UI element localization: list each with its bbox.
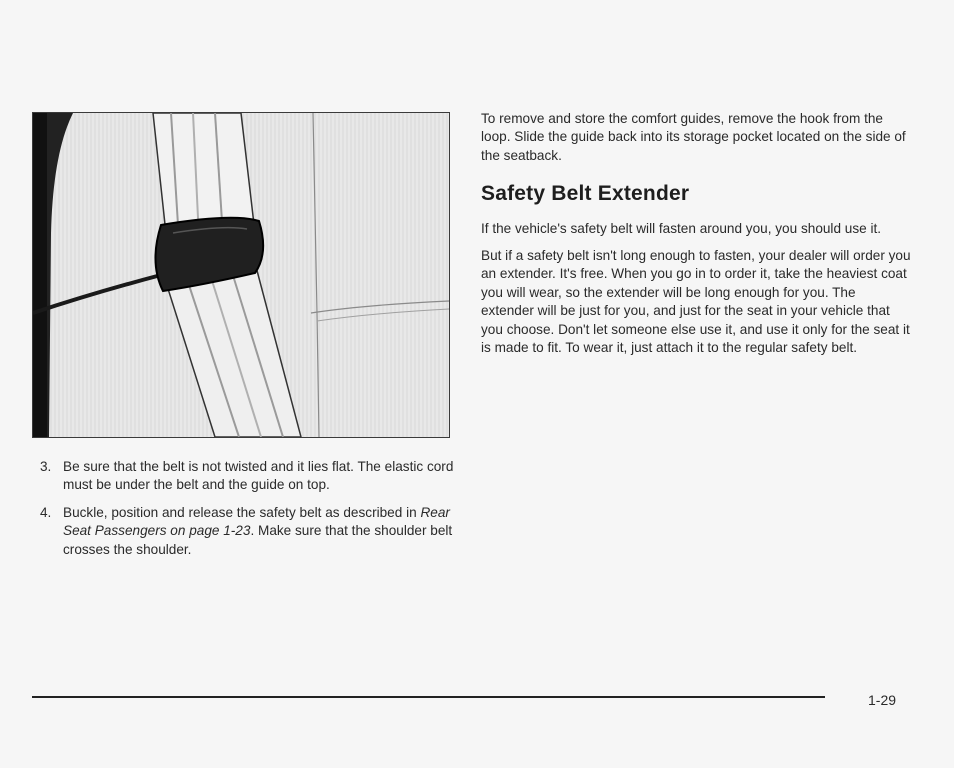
page-number: 1-29 <box>868 692 897 708</box>
step-number: 4. <box>40 504 52 520</box>
step-item <box>40 458 460 495</box>
footer-divider <box>32 696 825 698</box>
seatbelt-comfort-guide-illustration <box>32 112 450 438</box>
cross-reference: Rear Seat Passengers on page 1-23 <box>63 504 450 539</box>
body-paragraph: If the vehicle's safety belt will fasten around you, you should use it. <box>481 220 882 236</box>
body-paragraph: But if a safety belt isn't long enough to fasten, your dealer will order you an extender. It's free. When you go in to order it, take the heaviest coat you will wear, so the extender will be long enough for you. The extender will be just for you, and just for the seat in your vehicle that you choose. Don't let someone else use it, and use it only for the seat it is made to fit. To wear it, just attach it to the regular safety belt. <box>481 248 911 356</box>
step-text-after: . Make sure that the shoulder belt crosses the shoulder. <box>63 523 453 557</box>
instruction-steps <box>40 458 460 568</box>
seatbelt-drawing <box>33 113 449 437</box>
step-text: Be sure that the belt is not twisted and it lies flat. The elastic cord must be under the belt and the guide on top. <box>63 459 454 493</box>
step-number: 3. <box>40 459 52 474</box>
step-item <box>40 504 460 559</box>
right-column <box>481 110 911 366</box>
section-heading: Safety Belt Extender <box>481 182 690 206</box>
step-text-before: Buckle, position and release the safety belt as described in <box>63 504 421 520</box>
intro-paragraph: To remove and store the comfort guides, remove the hook from the loop. Slide the guide back into its storage pocket located on the side of the seatback. <box>481 111 906 163</box>
